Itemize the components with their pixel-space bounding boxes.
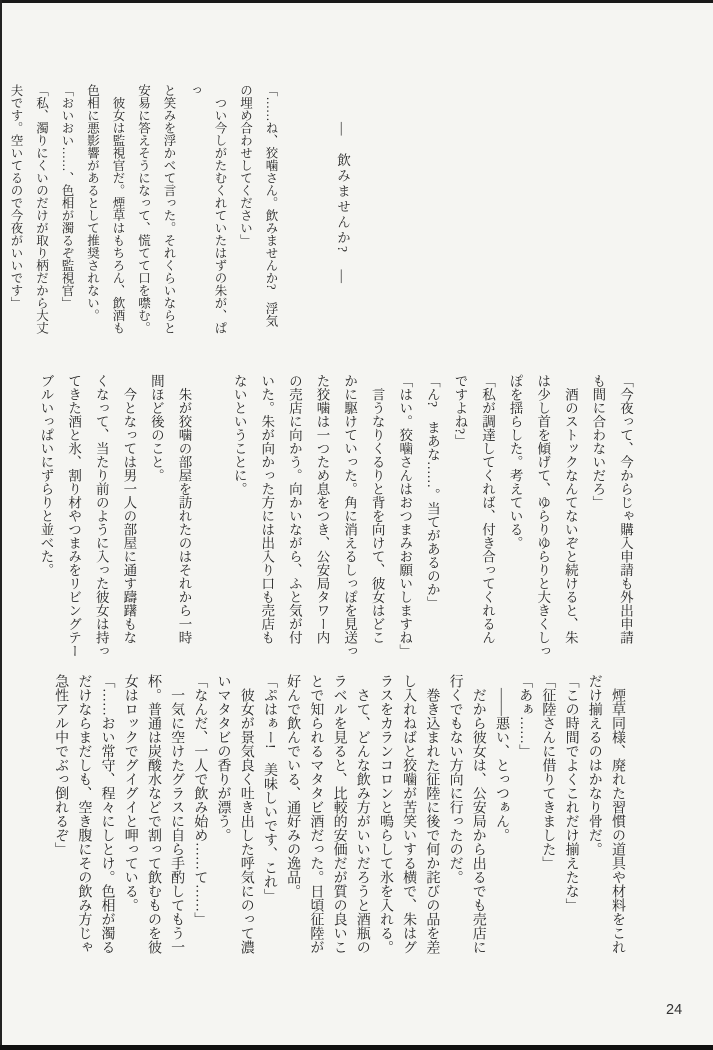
text-line: し入れねばと狡噛が苦笑いする横で、朱はグ — [401, 674, 417, 954]
text-line: 煙草同様、廃れた習慣の道具や材料をこれ — [610, 674, 625, 954]
text-line: 彼女が景気良く吐き出した呼気にのって濃 — [238, 674, 254, 954]
text-line: 安易に答えそうになって、慌てて口を噤む。 — [136, 84, 151, 334]
text-line: ですよね?」 — [452, 374, 468, 448]
text-line: ないということに。 — [231, 374, 247, 496]
text-line: の売店に向かう。向かいながら、ふと気が付 — [286, 374, 302, 644]
text-line: 一気に空けたグラスに自ら手酌してもう一 — [169, 674, 185, 954]
text-line: 色相に悪影響があるとして推奨されない。 — [85, 84, 100, 322]
text-line: ラスをカランコロンと鳴らして氷を入れる。 — [377, 674, 393, 954]
text-block-middle — [32, 374, 639, 660]
text-line: 彼女は監視官だ。煙草はもちろん、飲酒も — [111, 84, 125, 334]
text-line: くなって、当たり前のように入った彼女は持っ — [93, 374, 109, 658]
text-line: 好んで飲んでいる、通好みの逸品。 — [285, 674, 301, 898]
text-line: 「私、濁りにくいのだけが取り柄だから大丈 — [34, 84, 49, 334]
text-line: だけ揃えるのはかなり骨だ。 — [586, 674, 602, 856]
scan-edge-top — [0, 0, 713, 3]
text-line: 「今夜って、今からじゃ購入申請も外出申請 — [618, 374, 633, 644]
text-line: 「なんだ、一人で飲み始め……て……」 — [192, 674, 208, 926]
section-title: ― 飲みませんか? ― — [335, 122, 350, 285]
text-line: ブルいっぱいにずらりと並べた。 — [38, 374, 54, 577]
text-line: 「おいおい……、色相が濁るぞ監視官」 — [60, 84, 74, 309]
text-line: た狡噛は一つため息をつき、公安局タワー内 — [314, 374, 330, 644]
text-line: 酒のストックなんてないぞと続けると、朱 — [562, 374, 578, 644]
text-line: ぽを揺らした。考えている。 — [507, 374, 523, 550]
text-line: は少し首を傾げて、ゆらりゆらりと大きくしっ — [535, 374, 551, 658]
text-line: 「はい。狡噛さんはおつまみお願いしますね」 — [397, 374, 413, 658]
text-line: 「ん? まあな……。当てがあるのか」 — [424, 374, 440, 610]
text-line: 行くでもない方向に行ったのだ。 — [447, 674, 463, 884]
text-line: 「……ね、狡噛さん。飲みませんか? 浮気 — [264, 84, 278, 328]
text-line: 急性アル中でぶっ倒れるぞ」 — [53, 674, 69, 856]
text-line: とで知られるマタタビ酒だった。日頃征陸が — [308, 674, 324, 954]
text-line: 「……おい常守、程々にしとけ。色相が濁る — [99, 674, 115, 954]
text-block-closing — [49, 674, 629, 986]
text-line: さて、どんな飲み方がいいだろうと酒瓶の — [354, 674, 370, 954]
text-line: 「ぷはぁー! 美味しいです、これ」 — [261, 674, 277, 903]
page-number: 24 — [666, 1002, 683, 1018]
text-line: 言うなりくるりと背を向けて、彼女はどこ — [369, 374, 385, 644]
text-line: つい今しがたむくれていたはずの朱が、ぱっ — [187, 84, 227, 334]
text-line: いマタタビの香りが漂う。 — [215, 674, 231, 842]
text-line: いた。朱が向かった方には出入り口も売店も — [259, 374, 275, 644]
text-line: 今となっては男一人の部屋に通す躊躇もな — [121, 374, 137, 644]
text-line: 「この時間でよくこれだけ揃えたな」 — [563, 674, 579, 912]
text-line: 間ほど後のこと。 — [148, 374, 164, 482]
text-line: だけならまだしも、空き腹にその飲み方じゃ — [76, 674, 92, 954]
text-line: も間に合わないだろ」 — [590, 374, 606, 509]
scan-edge-bottom — [0, 1045, 713, 1050]
text-line: かに駆けていった。角に消えるしっぽを見送っ — [342, 374, 358, 658]
text-line: 「征陸さんに借りてきました」 — [540, 674, 556, 870]
text-line: 夫です。空いてるので今夜がいいです」 — [9, 84, 23, 309]
text-line: の埋め合わせしてください」 — [238, 84, 253, 247]
text-line: ――悪い、とっつぁん。 — [493, 674, 509, 842]
text-line: だから彼女は、公安局から出るでも売店に — [470, 674, 486, 954]
scene-break-blank-line — [198, 374, 226, 660]
text-line: 「私が調達してくれば、付き合ってくれるん — [480, 374, 496, 644]
text-line: 巻き込まれた征陸に後で何か詫びの品を差 — [424, 674, 440, 954]
text-line: と笑みを浮かべて言った。それくらいならと — [162, 84, 176, 334]
text-line: 杯。普通は炭酸水などで割って飲むものを彼 — [145, 674, 161, 954]
text-line: てきた酒と氷、割り材やつまみをリビングテー — [66, 374, 82, 658]
text-line: 「あぁ……」 — [517, 674, 533, 758]
text-line: ラベルを見ると、比較的安価だが質の良いこ — [331, 674, 347, 954]
text-line: 女はロックでグイグイと呷っている。 — [122, 674, 138, 912]
text-line: 朱が狡噛の部屋を訪れたのはそれから一時 — [176, 374, 192, 644]
text-block-opening — [3, 84, 284, 336]
